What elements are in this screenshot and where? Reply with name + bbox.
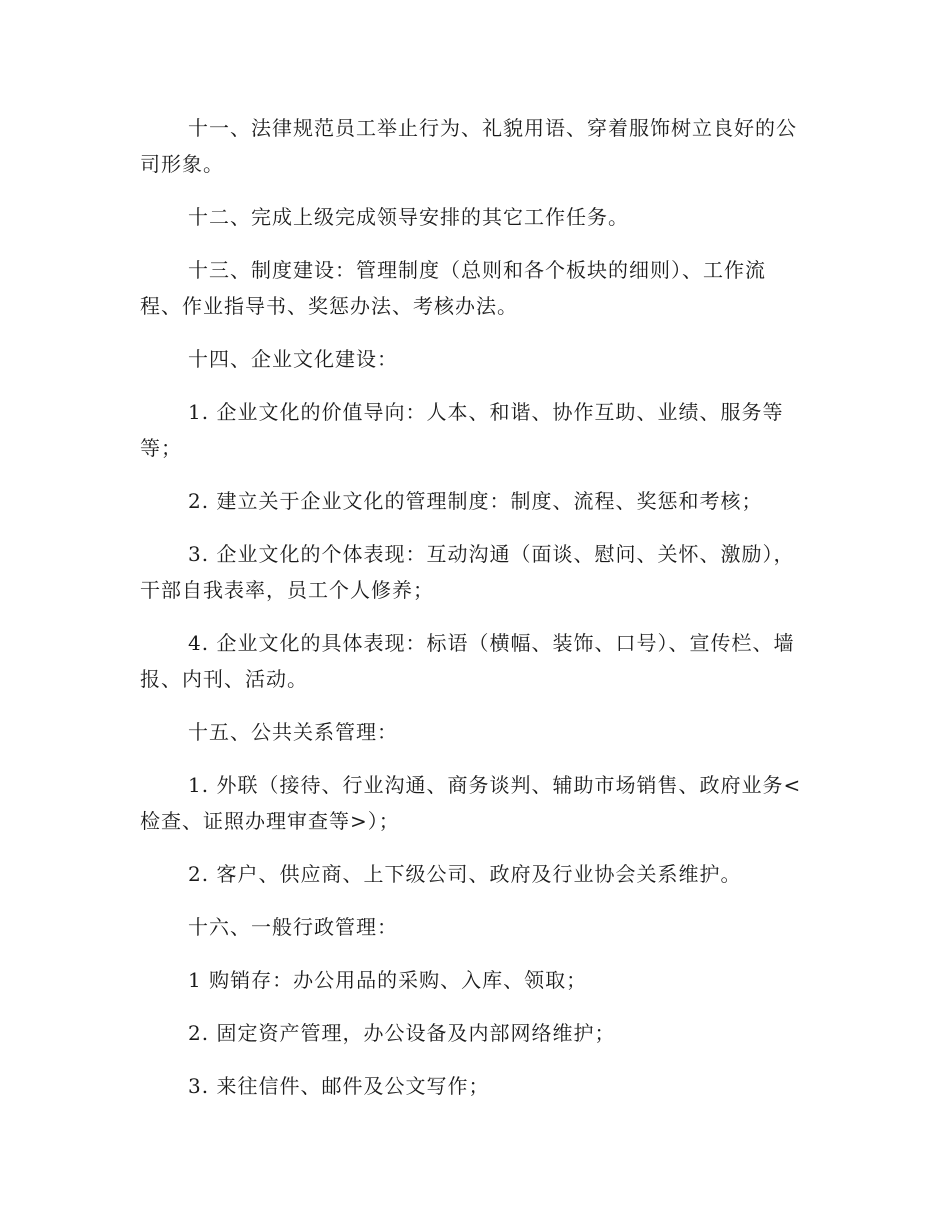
paragraph-13: 十三、制度建设：管理制度（总则和各个板块的细则）、工作流程、作业指导书、奖惩办法、考核办法。 — [140, 258, 766, 318]
paragraph-14-item-3: 3. 企业文化的个体表现：互动沟通（面谈、慰问、关怀、激励），干部自我表率，员工个人修养； — [140, 542, 795, 602]
paragraph-14-heading: 十四、企业文化建设： — [188, 347, 398, 371]
paragraph-15-item-1: 1. 外联（接待、行业沟通、商务谈判、辅助市场销售、政府业务<检查、证照办理审查等>）； — [140, 773, 802, 833]
document-body — [140, 110, 805, 1121]
paragraph-14-item-2: 2. 建立关于企业文化的管理制度：制度、流程、奖惩和考核； — [188, 489, 763, 513]
paragraph-16-item-1: 1 购销存：办公用品的采购、入库、领取； — [188, 968, 588, 992]
paragraph-14-item-4: 4. 企业文化的具体表现：标语（横幅、装饰、口号）、宣传栏、墙报、内刊、活动。 — [140, 631, 795, 691]
paragraph-12: 十二、完成上级完成领导安排的其它工作任务。 — [188, 205, 629, 229]
paragraph-15-heading: 十五、公共关系管理： — [188, 720, 398, 744]
paragraph-11: 十一、法律规范员工举止行为、礼貌用语、穿着服饰树立良好的公司形象。 — [140, 116, 797, 176]
paragraph-14-item-1: 1. 企业文化的价值导向：人本、和谐、协作互助、业绩、服务等等； — [140, 400, 784, 460]
paragraph-16-item-3: 3. 来往信件、邮件及公文写作； — [188, 1074, 490, 1098]
paragraph-16-item-2: 2. 固定资产管理，办公设备及内部网络维护； — [188, 1021, 616, 1045]
paragraph-16-heading: 十六、一般行政管理： — [188, 915, 398, 939]
paragraph-15-item-2: 2. 客户、供应商、上下级公司、政府及行业协会关系维护。 — [188, 862, 742, 886]
